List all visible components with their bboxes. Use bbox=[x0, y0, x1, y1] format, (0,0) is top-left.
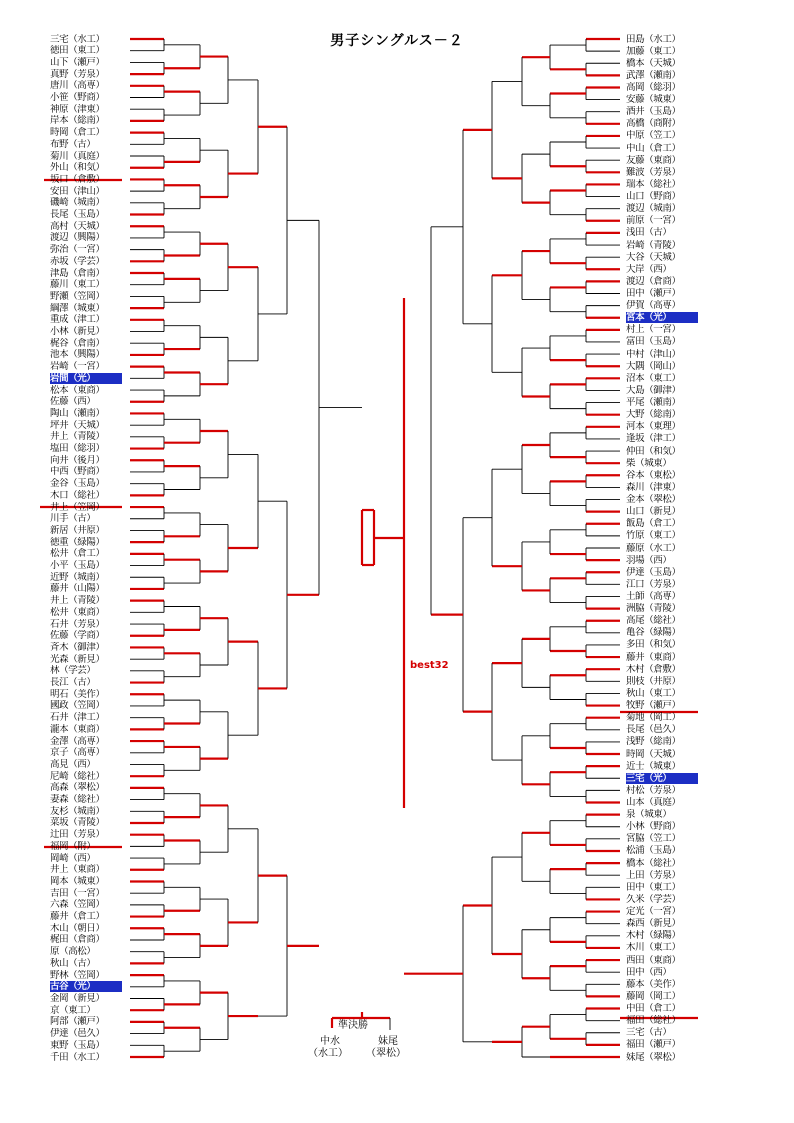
right-player: 田中（西） bbox=[626, 966, 672, 978]
left-player: 野瀬（笠岡） bbox=[50, 290, 105, 302]
left-player: 福岡（附） bbox=[50, 840, 96, 852]
left-player: 高村（天城） bbox=[50, 220, 105, 232]
left-player: 井上（東商） bbox=[50, 864, 105, 876]
left-player: 小笹（野商） bbox=[50, 92, 105, 103]
left-player: 山下（瀬戸） bbox=[50, 56, 105, 68]
right-player: 田中（東工） bbox=[626, 881, 681, 893]
right-player: 森川（津東） bbox=[626, 481, 681, 493]
left-player: 神原（津東） bbox=[50, 103, 105, 115]
right-player: 土師（高専） bbox=[626, 590, 681, 602]
right-player: 菊地（岡工） bbox=[626, 712, 681, 724]
left-player: 東野（玉島） bbox=[50, 1039, 105, 1051]
left-player: 尼崎（総社） bbox=[50, 770, 105, 782]
left-player: 松本（東商） bbox=[50, 384, 105, 396]
left-player: 藤井（山陽） bbox=[50, 583, 105, 595]
right-player: 渡辺（城南） bbox=[626, 203, 681, 215]
left-player: 京（東工） bbox=[50, 1004, 96, 1016]
left-player: 野林（笠岡） bbox=[50, 969, 105, 981]
right-player: 酒井（玉島） bbox=[626, 106, 681, 118]
left-player: 坪井（天城） bbox=[50, 419, 105, 431]
right-player: 平尾（瀬南） bbox=[626, 397, 681, 409]
right-player: 柴（城東） bbox=[626, 457, 672, 469]
right-player: 多田（和気） bbox=[626, 639, 681, 651]
right-player: 高橋（商附） bbox=[626, 118, 681, 130]
right-player: 山本（真庭） bbox=[626, 797, 681, 808]
left-player: 光森（新見） bbox=[50, 653, 105, 665]
left-player: 瀧本（東商） bbox=[50, 723, 105, 735]
right-player: 定光（一宮） bbox=[626, 906, 681, 918]
left-player: 高見（西） bbox=[50, 758, 96, 770]
right-player: 田中（瀬戸） bbox=[626, 288, 681, 299]
right-player: 飯島（倉工） bbox=[626, 518, 681, 530]
final-player-a-school: （水工） bbox=[308, 1048, 348, 1059]
right-player: 沼本（東工） bbox=[626, 372, 681, 384]
left-player: 外山（和気） bbox=[50, 162, 105, 174]
page-title: 男子シングルス－２ bbox=[330, 33, 464, 49]
right-player: 橋本（天城） bbox=[626, 57, 681, 69]
right-player: 森西（新見） bbox=[626, 918, 681, 930]
right-player: 浅田（古） bbox=[626, 227, 672, 239]
left-player: 石井（津工） bbox=[50, 712, 105, 724]
right-player: 村松（芳泉） bbox=[626, 784, 681, 796]
right-player: 山口（野商） bbox=[626, 191, 681, 203]
right-player: 竹原（東工） bbox=[626, 530, 681, 542]
left-player: 京子（高専） bbox=[50, 747, 105, 759]
right-player: 三宅（光） bbox=[626, 773, 698, 784]
left-player: 陶山（瀬南） bbox=[50, 407, 105, 419]
right-player: 福田（総社） bbox=[626, 1015, 681, 1027]
left-player: 古谷（光） bbox=[50, 981, 122, 992]
left-player: 安田（津山） bbox=[50, 185, 105, 197]
left-player: 岩間（光） bbox=[50, 373, 122, 384]
right-player: 中山（倉工） bbox=[626, 142, 681, 154]
right-player: 河本（東理） bbox=[626, 421, 681, 433]
left-player: 友杉（城南） bbox=[50, 805, 105, 817]
left-player: 岡本（城東） bbox=[50, 875, 105, 887]
right-player: 逢坂（津工） bbox=[626, 433, 681, 445]
round-label-best32: best32 bbox=[410, 660, 449, 671]
right-player: 大野（総南） bbox=[626, 409, 681, 421]
right-player: 金本（翠松） bbox=[626, 494, 681, 506]
right-player: 富田（玉島） bbox=[626, 336, 681, 348]
left-player: 佐藤（西） bbox=[50, 396, 96, 408]
left-player: 菜坂（青陵） bbox=[50, 817, 105, 829]
left-player: 斉木（御津） bbox=[50, 641, 105, 653]
left-player: 梶田（倉商） bbox=[50, 934, 105, 946]
left-player: 徳田（東工） bbox=[50, 45, 105, 57]
right-player: 大隅（岡山） bbox=[626, 360, 681, 372]
right-player: 木村（倉敷） bbox=[626, 663, 681, 675]
left-player: 向井（後月） bbox=[50, 454, 105, 466]
left-player: 真野（芳泉） bbox=[50, 68, 105, 80]
right-player: 藤井（東商） bbox=[626, 651, 681, 663]
left-player: 金岡（新見） bbox=[50, 992, 105, 1004]
left-player: 池本（興陽） bbox=[50, 349, 105, 361]
left-player: 辻田（芳泉） bbox=[50, 829, 105, 841]
left-player: 中西（野商） bbox=[50, 466, 105, 478]
right-player: 大谷（天城） bbox=[626, 251, 681, 263]
right-player: 藤本（美作） bbox=[626, 978, 681, 990]
left-player: 小林（新見） bbox=[50, 326, 105, 338]
right-player: 近士（城東） bbox=[626, 760, 681, 772]
right-player: 亀谷（緑陽） bbox=[626, 627, 681, 639]
left-player: 三宅（水工） bbox=[50, 33, 105, 45]
left-player: 時岡（倉工） bbox=[50, 127, 105, 139]
left-player: 津島（倉南） bbox=[50, 267, 105, 279]
left-player: 佐藤（学商） bbox=[50, 630, 105, 642]
right-player: 秋山（東工） bbox=[626, 687, 681, 699]
left-player: 秋山（古） bbox=[50, 957, 96, 969]
right-player: 洲脇（青陵） bbox=[626, 603, 681, 615]
right-player: 田島（水工） bbox=[626, 33, 681, 45]
left-player: 近野（城南） bbox=[50, 571, 105, 583]
right-player: 浅野（総南） bbox=[626, 736, 681, 748]
right-player: 牧野（瀬戸） bbox=[626, 700, 681, 712]
right-player: 大岸（西） bbox=[626, 263, 672, 275]
left-player: 金澤（高専） bbox=[50, 735, 105, 747]
right-player: 山口（新見） bbox=[626, 506, 681, 518]
right-player: 木川（東工） bbox=[626, 942, 681, 954]
final-player-a-name: 中水 bbox=[320, 1036, 340, 1047]
left-player: 井上（青陵） bbox=[50, 595, 105, 607]
right-player: 高尾（総社） bbox=[626, 615, 681, 627]
right-player: 武澤（瀬南） bbox=[626, 69, 681, 81]
left-player: 吉田（一宮） bbox=[50, 887, 105, 899]
left-player: 川手（古） bbox=[50, 513, 96, 525]
final-player-b-school: （翠松） bbox=[366, 1048, 406, 1059]
left-player: 渡辺（興陽） bbox=[50, 232, 105, 244]
left-player: 千田（水工） bbox=[50, 1051, 105, 1063]
left-player: 菊川（真庭） bbox=[50, 150, 105, 162]
right-player: 伊賀（高専） bbox=[626, 300, 681, 312]
right-player: 加藤（東工） bbox=[626, 45, 681, 57]
right-player: 中田（倉工） bbox=[626, 1003, 681, 1015]
left-player: 布野（古） bbox=[50, 138, 96, 150]
left-player: 塩田（総羽） bbox=[50, 443, 105, 455]
left-player: 綱澤（城東） bbox=[50, 302, 105, 314]
right-player: 中原（笠工） bbox=[626, 130, 681, 142]
right-player: 大島（御津） bbox=[626, 384, 681, 396]
right-player: 渡辺（倉商） bbox=[626, 275, 681, 287]
right-player: 安藤（城東） bbox=[626, 94, 681, 106]
right-player: 宮本（光） bbox=[626, 312, 698, 323]
left-player: 藤井（倉工） bbox=[50, 911, 105, 923]
right-player: 長尾（邑久） bbox=[626, 724, 681, 736]
right-player: 松浦（玉島） bbox=[626, 845, 681, 857]
right-player: 羽場（西） bbox=[626, 554, 672, 566]
left-player: 重成（津工） bbox=[50, 314, 105, 326]
left-player: 六森（笠岡） bbox=[50, 899, 105, 911]
left-player: 磯崎（城南） bbox=[50, 197, 105, 209]
right-player: 木村（緑陽） bbox=[626, 930, 681, 942]
left-player: 長江（古） bbox=[50, 677, 96, 689]
left-player: 岸本（総南） bbox=[50, 115, 105, 127]
left-player: 岡崎（西） bbox=[50, 852, 96, 864]
right-player: 久米（学芸） bbox=[626, 893, 681, 905]
left-player: 坂口（倉敷） bbox=[50, 173, 105, 185]
left-player: 弥治（一宮） bbox=[50, 244, 105, 256]
left-player: 木山（朝日） bbox=[50, 922, 105, 934]
left-player: 赤坂（学芸） bbox=[50, 255, 105, 267]
left-player: 林（学芸） bbox=[50, 665, 96, 677]
left-player: 木口（総社） bbox=[50, 489, 105, 501]
right-player: 時岡（天城） bbox=[626, 748, 681, 760]
right-player: 宮脇（笠工） bbox=[626, 833, 681, 845]
semifinal-label: 準決勝 bbox=[338, 1020, 368, 1031]
right-player: 中村（津山） bbox=[626, 348, 681, 360]
left-player: 藤川（東工） bbox=[50, 279, 105, 291]
left-player: 明石（美作） bbox=[50, 688, 105, 700]
right-player: 瑞本（総社） bbox=[626, 178, 681, 190]
right-player: 三宅（古） bbox=[626, 1027, 672, 1039]
left-player: 松井（倉工） bbox=[50, 548, 105, 560]
right-player: 上田（芳泉） bbox=[626, 869, 681, 881]
right-player: 高岡（総羽） bbox=[626, 81, 681, 93]
right-player: 仲田（和気） bbox=[626, 445, 681, 457]
left-player: 阿部（瀬戸） bbox=[50, 1016, 105, 1028]
right-player: 前原（一宮） bbox=[626, 215, 681, 227]
right-player: 村上（一宮） bbox=[626, 324, 681, 336]
left-player: 梶谷（倉南） bbox=[50, 337, 105, 349]
left-player: 金谷（玉島） bbox=[50, 478, 105, 490]
left-player: 徳重（緑陽） bbox=[50, 536, 105, 548]
right-player: 谷本（東松） bbox=[626, 469, 681, 481]
right-player: 岩崎（青陵） bbox=[626, 239, 681, 251]
left-player: 石井（芳泉） bbox=[50, 618, 105, 630]
right-player: 則枝（井原） bbox=[626, 675, 681, 687]
right-player: 友藤（東商） bbox=[626, 154, 681, 166]
left-player: 唐川（高専） bbox=[50, 80, 105, 92]
right-player: 妹尾（翠松） bbox=[626, 1051, 681, 1063]
left-player: 妻森（総社） bbox=[50, 794, 105, 806]
left-player: 井上（青陵） bbox=[50, 431, 105, 443]
left-player: 長尾（玉島） bbox=[50, 209, 105, 221]
right-player: 橋本（総社） bbox=[626, 857, 681, 869]
right-player: 西田（東商） bbox=[626, 954, 681, 966]
left-player: 高森（翠松） bbox=[50, 782, 105, 794]
right-player: 泉（城東） bbox=[626, 809, 672, 821]
left-player: 國政（笠岡） bbox=[50, 700, 105, 712]
left-player: 松井（東商） bbox=[50, 606, 105, 618]
left-player: 伊達（邑久） bbox=[50, 1028, 105, 1040]
right-player: 藤原（水工） bbox=[626, 542, 681, 554]
right-player: 江口（芳泉） bbox=[626, 578, 681, 590]
left-player: 小平（玉島） bbox=[50, 560, 105, 572]
left-player: 井上（笠岡） bbox=[50, 501, 105, 513]
right-player: 福田（瀬戸） bbox=[626, 1039, 681, 1051]
right-player: 難波（芳泉） bbox=[626, 166, 681, 178]
left-player: 新居（井原） bbox=[50, 524, 105, 536]
right-player: 伊達（玉島） bbox=[626, 566, 681, 578]
final-player-b-name: 妹尾 bbox=[378, 1036, 398, 1047]
left-player: 岩崎（一宮） bbox=[50, 361, 105, 373]
left-player: 原（高松） bbox=[50, 946, 96, 958]
right-player: 藤岡（岡工） bbox=[626, 990, 681, 1002]
right-player: 小林（野商） bbox=[626, 821, 681, 833]
